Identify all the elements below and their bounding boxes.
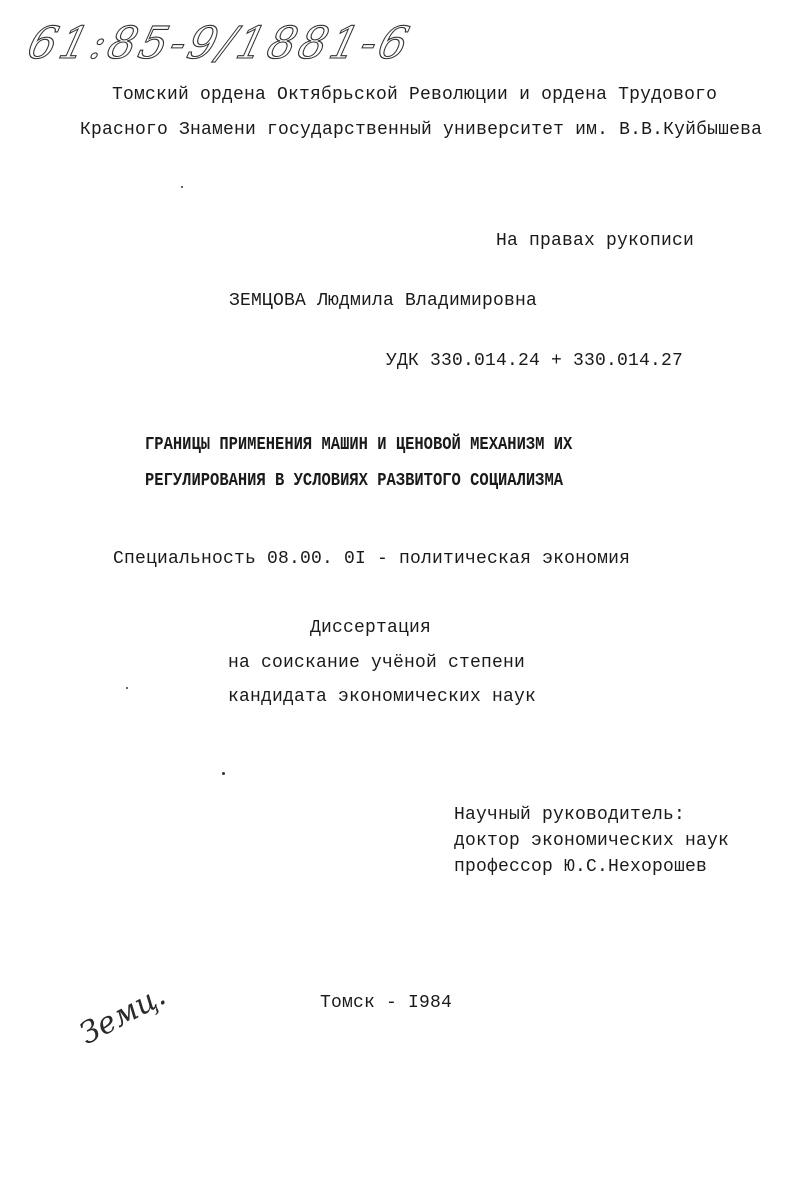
degree-line-3: кандидата экономических наук bbox=[228, 687, 537, 707]
archive-code-text: 61:85-9/1881-6 bbox=[22, 17, 417, 69]
manuscript-rights: На правах рукописи bbox=[496, 231, 695, 251]
supervisor-line-1: Научный руководитель: bbox=[454, 805, 686, 825]
university-line-2: Красного Знамени государственный университет им. В.В.Куйбышева bbox=[80, 120, 763, 140]
scan-speck bbox=[126, 687, 128, 689]
degree-line-2: на соискание учёной степени bbox=[228, 653, 526, 673]
supervisor-line-2: доктор экономических наук bbox=[454, 831, 730, 851]
scan-speck bbox=[181, 186, 183, 188]
dissertation-title-line-2: РЕГУЛИРОВАНИЯ В УСЛОВИЯХ РАЗВИТОГО СОЦИАЛИЗМА bbox=[145, 471, 564, 491]
dissertation-title-line-1: ГРАНИЦЫ ПРИМЕНЕНИЯ МАШИН И ЦЕНОВОЙ МЕХАНИЗМ ИХ bbox=[145, 435, 573, 455]
supervisor-line-3: профессор Ю.С.Нехорошев bbox=[454, 857, 708, 877]
signature-text: Земц. bbox=[73, 977, 172, 1052]
udc-code: УДК 330.014.24 + 330.014.27 bbox=[386, 351, 684, 371]
university-line-1: Томский ордена Октябрьской Революции и ордена Трудового bbox=[112, 85, 718, 105]
scan-speck bbox=[222, 772, 225, 775]
archive-code-handwriting bbox=[22, 8, 430, 78]
specialty: Специальность 08.00. 0I - политическая экономия bbox=[113, 549, 631, 569]
author-name: ЗЕМЦОВА Людмила Владимировна bbox=[229, 291, 538, 311]
signature-handwriting bbox=[72, 960, 192, 1050]
degree-line-1: Диссертация bbox=[310, 618, 432, 638]
city-year: Томск - I984 bbox=[320, 993, 453, 1013]
